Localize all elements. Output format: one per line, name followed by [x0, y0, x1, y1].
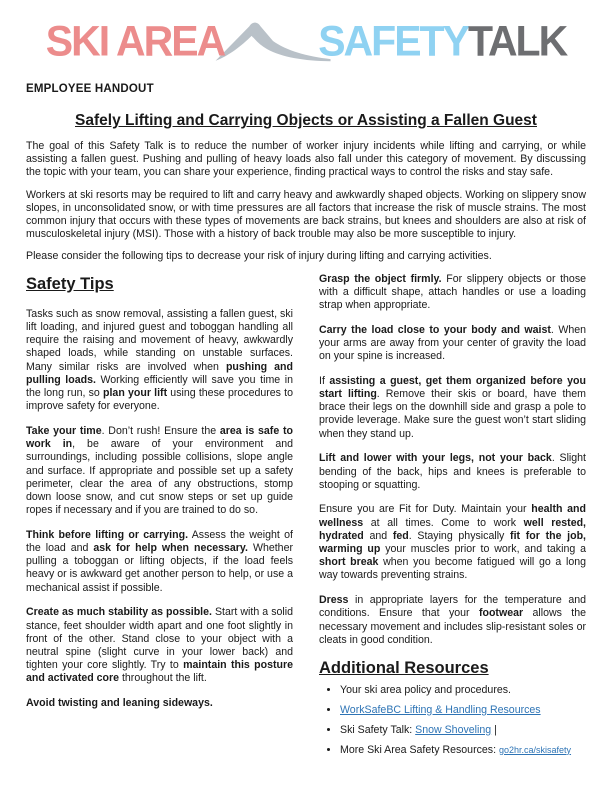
- safety-tips-heading: Safety Tips: [26, 274, 114, 293]
- resource-item: [340, 724, 586, 737]
- text-run: For slippery objects or those with a difficult shape, attach handles or use a loading strap when appropriate.: [319, 272, 587, 312]
- logo-talk-text: TALK: [467, 16, 567, 65]
- text-run: using these procedures to improve safety for everyone.: [26, 386, 293, 413]
- text-run: Lift and lower with your legs, not your back: [319, 452, 552, 465]
- resource-item: [340, 684, 586, 697]
- paragraph: [26, 189, 586, 242]
- paragraph: [319, 594, 586, 647]
- text-run: fit for the job, warming up: [319, 529, 586, 556]
- page-title: Safely Lifting and Carrying Objects or Assisting a Fallen Guest: [75, 112, 537, 129]
- text-run: pushing and pulling loads.: [26, 360, 294, 386]
- text-run: . Remove their skis or board, have them brace their legs on the downhill side and grasp a pole to provide leverage. Make sure the guest won’t start sliding when they stand up.: [319, 388, 587, 440]
- text-run: well rested, hydrated: [319, 516, 586, 542]
- text-run: Please consider the following tips to decrease your risk of injury during lifting and carrying activities.: [26, 250, 492, 263]
- paragraph: [319, 375, 586, 441]
- text-run: Assess the weight of the load and: [26, 528, 293, 555]
- text-run: fed: [392, 529, 409, 542]
- resource-item: [340, 704, 586, 717]
- logo-ski-area-text: SKI AREA: [45, 16, 225, 65]
- text-run: Avoid twisting and leaning sideways.: [26, 697, 213, 710]
- text-run: Ski Safety Talk:: [340, 723, 416, 736]
- text-run: . Staying physically: [408, 529, 511, 542]
- right-column: [319, 273, 586, 764]
- text-run: . Don’t rush! Ensure the: [101, 424, 220, 437]
- left-column: [26, 273, 293, 764]
- paragraph: [26, 697, 293, 710]
- paragraph: [319, 452, 586, 492]
- text-run: plan your lift: [103, 386, 168, 399]
- paragraph: [319, 273, 586, 313]
- text-run: Carry the load close to your body and waist: [319, 323, 551, 336]
- text-run: Whether pulling a toboggan or lifting objects, if the load feels heavy or is awkward get another person to help, or use a mechanical assist if possible.: [26, 542, 293, 594]
- text-run: |: [491, 723, 497, 736]
- logo: [26, 12, 586, 70]
- text-run: Start with a solid stance, feet shoulder width apart and one foot slightly in front of the other. Stand close to your object with a neutral spine (slight curve in your lower back) and tighten your core slightly. Try to: [26, 606, 293, 672]
- text-run: allows the necessary movement and includes slip-resistant soles or cleats in good condition.: [319, 607, 586, 646]
- resource-link[interactable]: WorkSafeBC Lifting & Handling Resources: [340, 703, 541, 716]
- paragraph: [319, 503, 586, 582]
- intro-section: [26, 140, 586, 264]
- text-run: Grasp the object firmly.: [319, 272, 442, 285]
- text-run: More Ski Area Safety Resources:: [340, 743, 499, 756]
- text-run: , be aware of your environment and surroundings, including possible collisions, slope angle and surface. If appropriate and possible set up a safety perimeter, clear the area of any obstructions, stomp down loose snow, and cut snow steps or set up guide ropes if necessary and if you are trained to do so.: [26, 438, 293, 517]
- safety-tips-body: [26, 308, 293, 710]
- paragraph: [26, 606, 293, 685]
- additional-resources-heading: Additional Resources: [319, 658, 489, 677]
- text-run: assisting a guest, get them organized before you start lifting: [319, 374, 586, 401]
- text-run: Your ski area policy and procedures.: [340, 683, 511, 696]
- text-run: throughout the lift.: [119, 672, 207, 685]
- text-run: Think before lifting or carrying.: [26, 528, 189, 541]
- text-run: health and wellness: [319, 503, 586, 529]
- text-run: The goal of this Safety Talk is to reduce the number of worker injury incidents while lifting and carrying, or while assisting a fallen guest. Pushing and pulling of heavy loads also fall under this category of movement. By discussing the topic with your team, you can share your experience, finding practical ways to control the risks and stay safe.: [26, 140, 586, 179]
- text-run: when you become fatigued will go a long way towards preventing strains.: [319, 556, 586, 582]
- resource-link[interactable]: Snow Shoveling: [415, 723, 492, 736]
- text-run: Take your time: [26, 424, 102, 437]
- safety-tips-body-continued: [319, 273, 586, 647]
- text-run: Ensure you are Fit for Duty. Maintain your: [319, 503, 532, 516]
- text-run: ask for help when necessary.: [93, 542, 248, 555]
- text-run: Working efficiently will save you time in the long run, so: [26, 373, 293, 399]
- paragraph: [26, 250, 586, 263]
- text-run: footwear: [478, 607, 524, 620]
- text-run: area is safe to work in: [26, 424, 293, 451]
- resource-link[interactable]: go2hr.ca/skisafety: [498, 744, 572, 755]
- text-run: short break: [319, 556, 379, 569]
- text-run: at all times. Come to work: [363, 516, 524, 529]
- text-run: maintain this posture and activated core: [26, 659, 293, 685]
- mountain-icon: [214, 14, 332, 68]
- text-run: If: [319, 374, 330, 387]
- text-run: and: [363, 529, 393, 542]
- paragraph: [26, 529, 293, 595]
- paragraph: [26, 425, 293, 517]
- logo-safety-text: SAFETY: [318, 16, 468, 65]
- two-column-layout: [26, 273, 586, 764]
- text-run: . Slight bending of the back, hips and knees is preferable to stooping or squatting.: [319, 452, 587, 491]
- text-run: Workers at ski resorts may be required to lift and carry heavy and awkwardly shaped objects. Working on slippery snow slopes, in unconsolidated snow, or with time pressures are all factors that increase the risk of muscle strains. The most common injury that occurs with these types of movements are back strains, but knees and shoulders are also at risk of musculoskeletal injury (MSI). Those with a history of back trouble may also be more susceptible to injury.: [26, 188, 586, 241]
- employee-handout-label: EMPLOYEE HANDOUT: [26, 83, 154, 95]
- text-run: Create as much stability as possible.: [26, 606, 212, 619]
- paragraph: [26, 308, 293, 414]
- text-run: Dress: [319, 594, 349, 607]
- paragraph: [26, 140, 586, 180]
- paragraph: [319, 324, 586, 364]
- text-run: in appropriate layers for the temperature and conditions. Ensure that your: [319, 594, 586, 620]
- text-run: your muscles prior to work, and taking a: [380, 543, 586, 556]
- text-run: . When your arms are away from your center of gravity the load on your spine is increased.: [319, 323, 587, 363]
- resource-list: [319, 684, 586, 757]
- resource-item: [340, 744, 586, 757]
- text-run: Tasks such as snow removal, assisting a fallen guest, ski lift loading, and injured guest and toboggan handling all require the raising and movement of heavy, awkwardly shaped loads, while standing on unstable surfaces. Many similar risks are involved when: [26, 307, 293, 373]
